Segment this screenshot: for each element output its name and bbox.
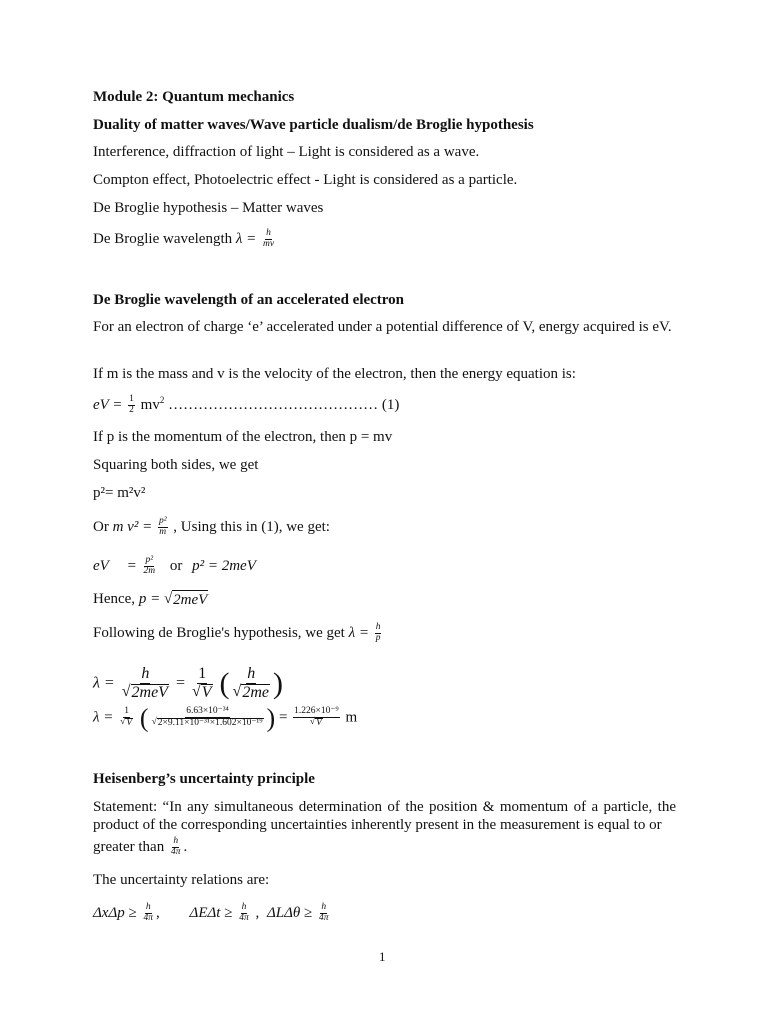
relation-separator: , — [156, 904, 160, 921]
hence-label: Hence, — [93, 591, 139, 607]
left-paren: ( — [219, 666, 230, 700]
fraction-denominator: 4π — [239, 912, 249, 923]
eq3-pre: Or — [93, 518, 113, 535]
eq3-lhs: m v² = — [112, 518, 153, 535]
fraction-denominator: √ V — [309, 716, 322, 728]
wavelength-label: De Broglie wavelength — [93, 230, 236, 247]
fraction-h-over-4pi — [143, 903, 155, 924]
equation-1 — [93, 395, 399, 416]
eq6-unit: m — [345, 709, 358, 726]
fraction-numerator: h — [266, 228, 271, 238]
de-broglie-wavelength-line — [93, 229, 277, 250]
relation-separator: , — [251, 904, 260, 921]
follow-lambda: λ = — [348, 624, 369, 641]
paragraph-electron-charge: For an electron of charge ‘e’ accelerated under a potential difference of V, energy acquired is eV. — [93, 319, 672, 335]
eq5-equals: = — [175, 674, 185, 692]
fraction-denominator: mv — [263, 238, 275, 249]
line-momentum: If p is the momentum of the electron, then p = mv — [93, 429, 393, 445]
fraction-p2-over-m — [158, 517, 168, 538]
line-compton: Compton effect, Photoelectric effect - Light is considered as a particle. — [93, 172, 518, 188]
fraction-h-over-4pi — [318, 903, 330, 924]
page-number: 1 — [379, 949, 386, 964]
section-heading-accelerated-electron: De Broglie wavelength of an accelerated electron — [93, 292, 405, 308]
sqrt-body: 2meV — [173, 592, 208, 609]
fraction-denominator: 4π — [170, 846, 181, 857]
fraction-numerator: 1 — [129, 394, 134, 404]
line-interference: Interference, diffraction of light – Light is considered as a wave. — [93, 144, 480, 160]
eq5-lambda: λ = — [93, 674, 115, 692]
eq4-equals: = — [126, 557, 137, 574]
fraction-denominator: 4π — [319, 912, 329, 923]
fraction-h-over-4pi — [238, 903, 250, 924]
equation-3 — [93, 517, 330, 538]
equation-6 — [93, 703, 358, 733]
fraction-denominator: p — [375, 632, 381, 643]
hence-lhs: p = — [138, 591, 161, 607]
fraction-numerator: 6.63×10⁻³⁴ — [186, 706, 229, 716]
equation-hence — [93, 590, 208, 609]
fraction-p2-over-2m — [142, 556, 156, 577]
equation-4 — [93, 556, 256, 577]
equation-following — [93, 623, 383, 644]
eq4-or: or — [169, 557, 183, 574]
fraction-denominator: √ V — [191, 682, 212, 701]
fraction-numerator: h — [321, 902, 327, 912]
paragraph-mass-velocity: If m is the mass and v is the velocity of the electron, then the energy equation is: — [93, 366, 576, 382]
fraction-denominator: √ V — [120, 716, 133, 728]
section-heading-heisenberg: Heisenberg’s uncertainty principle — [93, 771, 315, 787]
fraction-denominator: 2 — [129, 404, 134, 415]
equation-5 — [93, 666, 283, 702]
fraction-numerator: 1 — [124, 706, 130, 716]
following-label: Following de Broglie's hypothesis, we get — [93, 624, 349, 641]
relation-position-momentum: ΔxΔp ≥ — [93, 904, 137, 921]
eq1-lhs: eV = — [93, 396, 123, 413]
fraction-constants — [151, 707, 265, 730]
fraction-numerator: 1.226×10⁻⁹ — [294, 706, 339, 716]
fraction-denominator: √ 2me — [232, 682, 269, 701]
fraction-numerator: h — [375, 622, 381, 632]
lambda-equals: λ = — [235, 230, 257, 247]
greater-end: . — [183, 838, 188, 855]
fraction-numerator: p² — [145, 555, 154, 565]
page-title: Module 2: Quantum mechanics — [93, 89, 295, 105]
eq6-lambda: λ = — [93, 709, 114, 726]
fraction-numerator: h — [173, 836, 179, 846]
right-paren: ) — [272, 666, 283, 700]
section-heading-duality: Duality of matter waves/Wave particle dualism/de Broglie hypothesis — [93, 117, 534, 133]
fraction-1-over-sqrt-V — [119, 707, 134, 730]
uncertainty-relations — [93, 903, 332, 924]
fraction-numerator: h — [241, 902, 247, 912]
eq4-rhs: p² = 2meV — [192, 557, 256, 574]
fraction-1-over-sqrt-V — [191, 666, 214, 702]
fraction-one-half — [128, 395, 135, 416]
eq4-lhs: eV — [93, 557, 109, 574]
fraction-h-over-p — [375, 623, 382, 644]
line-greater-than — [93, 837, 187, 858]
eq1-rhs: mv — [140, 396, 160, 413]
line-squaring: Squaring both sides, we get — [93, 457, 259, 473]
fraction-result — [293, 707, 340, 730]
relation-energy-time: ΔEΔt ≥ — [189, 904, 233, 921]
greater-label: greater than — [93, 838, 168, 855]
equation-2: p²= m²v² — [93, 485, 146, 501]
fraction-numerator: h — [145, 902, 151, 912]
fraction-denominator: 4π — [143, 912, 154, 923]
eq3-post: , Using this in (1), we get: — [173, 518, 330, 535]
fraction-denominator: m — [159, 526, 167, 537]
eq1-dots: …………………………………… (1) — [164, 396, 400, 413]
right-paren: ) — [266, 703, 276, 733]
line-matter-waves: De Broglie hypothesis – Matter waves — [93, 200, 324, 216]
eq1-exponent: 2 — [159, 394, 165, 405]
paragraph-statement: Statement: “In any simultaneous determination of the position & momentum of a particle, the product of the corresponding uncertainties inherently present in the measurement is equal to or — [93, 799, 676, 833]
fraction-h-over-mv — [262, 229, 275, 250]
eq6-equals: = — [278, 709, 288, 726]
relation-angular-momentum-angle: ΔLΔθ ≥ — [266, 904, 313, 921]
fraction-numerator: p² — [158, 516, 167, 526]
fraction-numerator: h — [141, 665, 150, 682]
fraction-h-over-sqrt-2me — [232, 666, 271, 702]
fraction-denominator: 2m — [143, 565, 156, 576]
line-relations: The uncertainty relations are: — [93, 872, 270, 888]
sqrt-2meV: √ 2meV — [163, 591, 208, 609]
fraction-denominator: √ 2×9.11×10⁻³¹×1.602×10⁻¹⁹ — [151, 716, 263, 728]
fraction-numerator: 1 — [198, 665, 207, 682]
fraction-numerator: h — [247, 665, 256, 682]
fraction-denominator: √ 2meV — [121, 682, 168, 701]
left-paren: ( — [139, 703, 149, 733]
fraction-h-over-4pi — [170, 837, 182, 858]
fraction-h-over-sqrt-2meV — [121, 666, 170, 702]
